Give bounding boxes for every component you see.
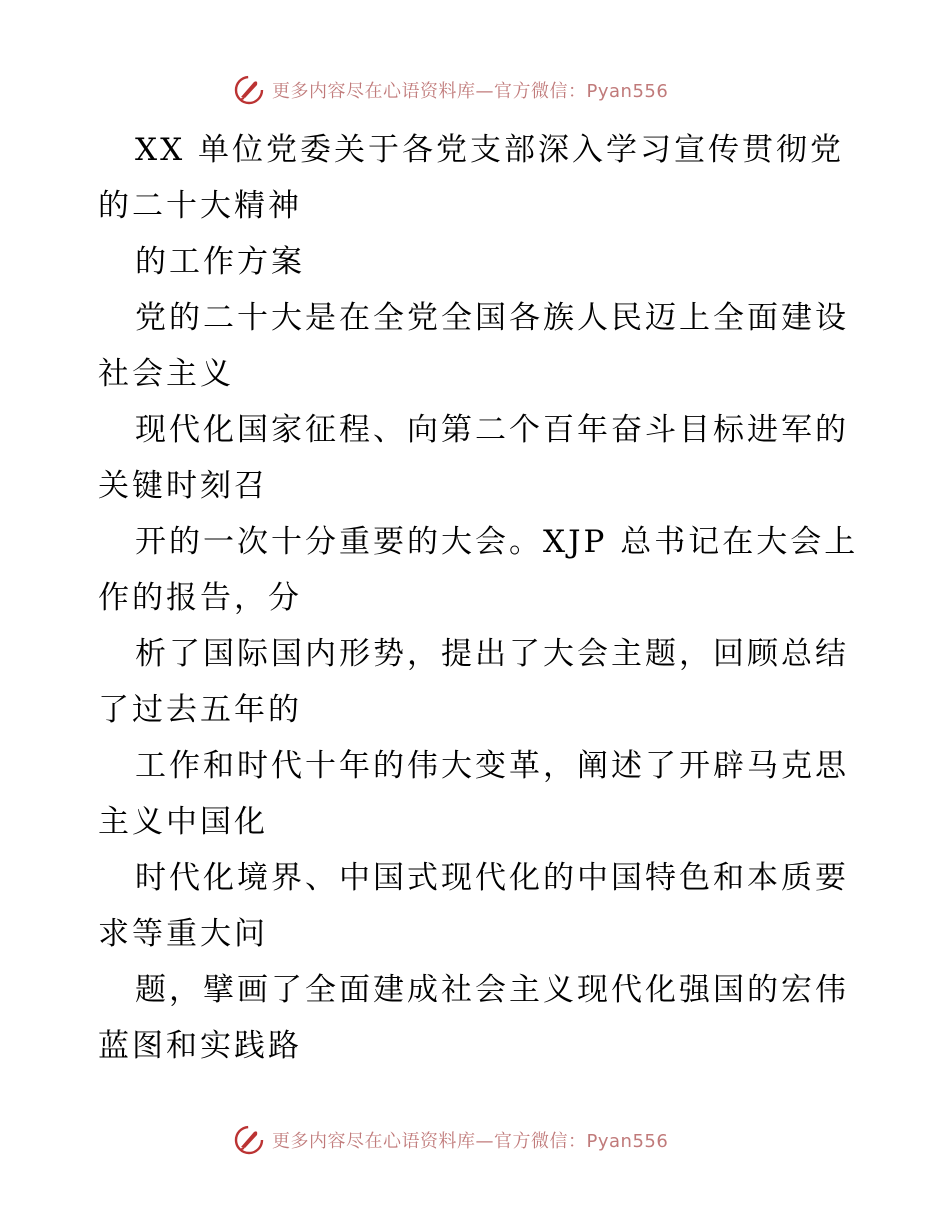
- text-line: 开的一次十分重要的大会。XJP 总书记在大会上: [135, 524, 859, 560]
- text-line: 社会主义: [98, 356, 234, 392]
- document-body: [98, 122, 858, 1074]
- text-line: 时代化境界、中国式现代化的中国特色和本质要: [135, 860, 849, 896]
- text-line: 工作和时代十年的伟大变革，阐述了开辟马克思: [135, 748, 849, 784]
- text-line: 主义中国化: [98, 804, 268, 840]
- text-line: 析了国际国内形势，提出了大会主题，回顾总结: [135, 636, 849, 672]
- text-line: 求等重大问: [98, 916, 268, 952]
- quill-seal-icon: [232, 1123, 266, 1157]
- header-banner: [232, 70, 668, 110]
- footer-banner: [232, 1120, 668, 1160]
- text-line: 的工作方案: [135, 244, 305, 280]
- footer-banner-text: 更多内容尽在心语资料库—官方微信：Pyan556: [272, 1131, 669, 1152]
- text-line: 作的报告，分: [98, 580, 302, 616]
- header-banner-text: 更多内容尽在心语资料库—官方微信：Pyan556: [272, 81, 669, 102]
- text-line: 关键时刻召: [98, 468, 268, 504]
- text-line: 的二十大精神: [98, 188, 302, 224]
- text-line: XX 单位党委关于各党支部深入学习宣传贯彻党: [135, 132, 844, 168]
- text-line: 党的二十大是在全党全国各族人民迈上全面建设: [135, 300, 849, 336]
- quill-seal-icon: [232, 73, 266, 107]
- text-line: 现代化国家征程、向第二个百年奋斗目标进军的: [135, 412, 849, 448]
- text-line: 蓝图和实践路: [98, 1028, 302, 1064]
- text-line: 了过去五年的: [98, 692, 302, 728]
- text-line: 题，擘画了全面建成社会主义现代化强国的宏伟: [135, 972, 849, 1008]
